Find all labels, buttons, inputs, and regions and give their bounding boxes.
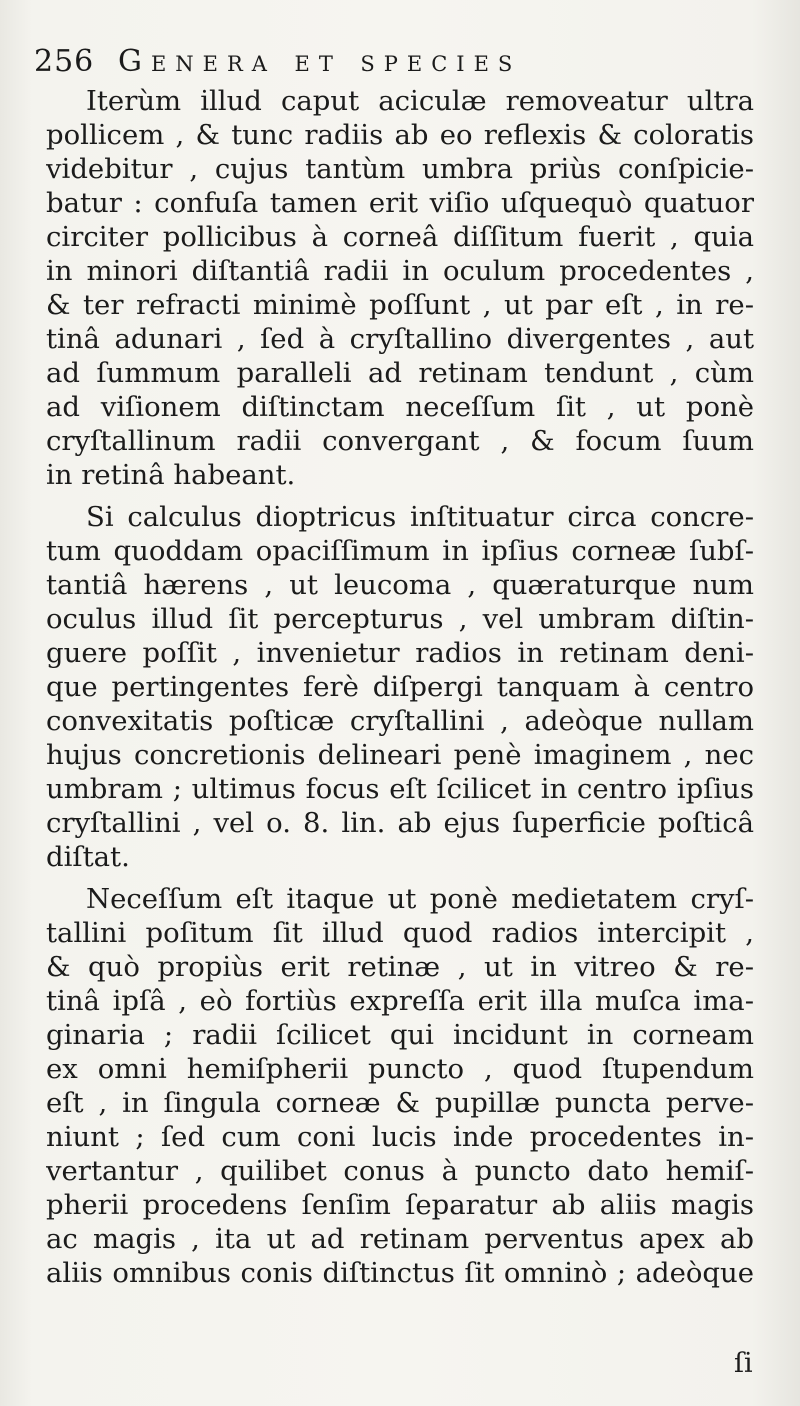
text-line: Neceſſum eſt itaque ut ponè medietatem cryſ- [86,883,754,915]
text-line: eſt , in ſingula corneæ & pupillæ puncta perve- [46,1087,754,1119]
text-line: hujus concretionis delineari penè imaginem , nec [46,739,754,771]
page-number: 256 [34,44,95,79]
text-line: ex omni hemiſpherii puncto , quod ſtupendum [46,1053,754,1085]
text-line: batur : confuſa tamen erit viſio uſquequò quatuor [46,187,754,219]
body-text [46,84,754,1290]
text-line: Iterùm illud caput aciculæ removeatur ultra [86,85,754,117]
text-line: cryſtallini , vel o. 8. lin. ab ejus ſuperficie poſticâ [46,807,754,839]
paragraph-3 [46,882,754,1290]
text-line: tinâ adunari , ſed à cryſtallino divergentes , aut [46,323,754,355]
text-line: umbram ; ultimus focus eſt ſcilicet in centro ipſius [46,773,754,805]
text-line: in minori diſtantiâ radii in oculum procedentes , [46,255,754,287]
text-line: ac magis , ita ut ad retinam perventus apex ab [46,1223,754,1255]
running-title: Genera et species [118,44,522,79]
text-line: circiter pollicibus à corneâ diſſitum fuerit , quia [46,221,754,253]
catchword: ſi [734,1348,753,1379]
text-line: aliis omnibus conis diſtinctus ſit omninò ; adeòque [46,1257,754,1289]
text-line: tum quoddam opaciſſimum in ipſius corneæ ſubſ- [46,535,754,567]
text-line: in retinâ habeant. [46,459,296,491]
text-line: convexitatis poſticæ cryſtallini , adeòque nullam [46,705,754,737]
page-header [34,44,734,84]
text-line: diſtat. [46,841,130,873]
text-line: pherii procedens ſenſim ſeparatur ab aliis magis [46,1189,754,1221]
text-line: & quò propiùs erit retinæ , ut in vitreo & re- [46,951,754,983]
text-line: guere poſſit , invenietur radios in retinam deni- [46,637,754,669]
text-line: ad viſionem diſtinctam neceſſum ſit , ut ponè [46,391,754,423]
paragraph-1 [46,84,754,492]
text-line: & ter refracti minimè poſſunt , ut par eſt , in re- [46,289,754,321]
text-line: tantiâ hærens , ut leucoma , quæraturque num [46,569,754,601]
text-line: oculus illud ſit percepturus , vel umbram diſtin- [46,603,754,635]
text-line: cryſtallinum radii convergant , & focum ſuum [46,425,754,457]
paragraph-2 [46,500,754,874]
text-line: tallini poſitum ſit illud quod radios intercipit , [46,917,754,949]
text-line: vertantur , quilibet conus à puncto dato hemiſ- [46,1155,754,1187]
text-line: Si calculus dioptricus inſtituatur circa concre- [86,501,754,533]
text-line: ginaria ; radii ſcilicet qui incidunt in corneam [46,1019,754,1051]
text-line: videbitur , cujus tantùm umbra priùs conſpicie- [46,153,754,185]
text-line: pollicem , & tunc radiis ab eo reflexis & coloratis [46,119,754,151]
text-line: que pertingentes ferè diſpergi tanquam à centro [46,671,754,703]
text-line: niunt ; ſed cum coni lucis inde procedentes in- [46,1121,754,1153]
text-line: tinâ ipſâ , eò fortiùs expreſſa erit illa muſca ima- [46,985,754,1017]
text-line: ad ſummum paralleli ad retinam tendunt , cùm [46,357,754,389]
